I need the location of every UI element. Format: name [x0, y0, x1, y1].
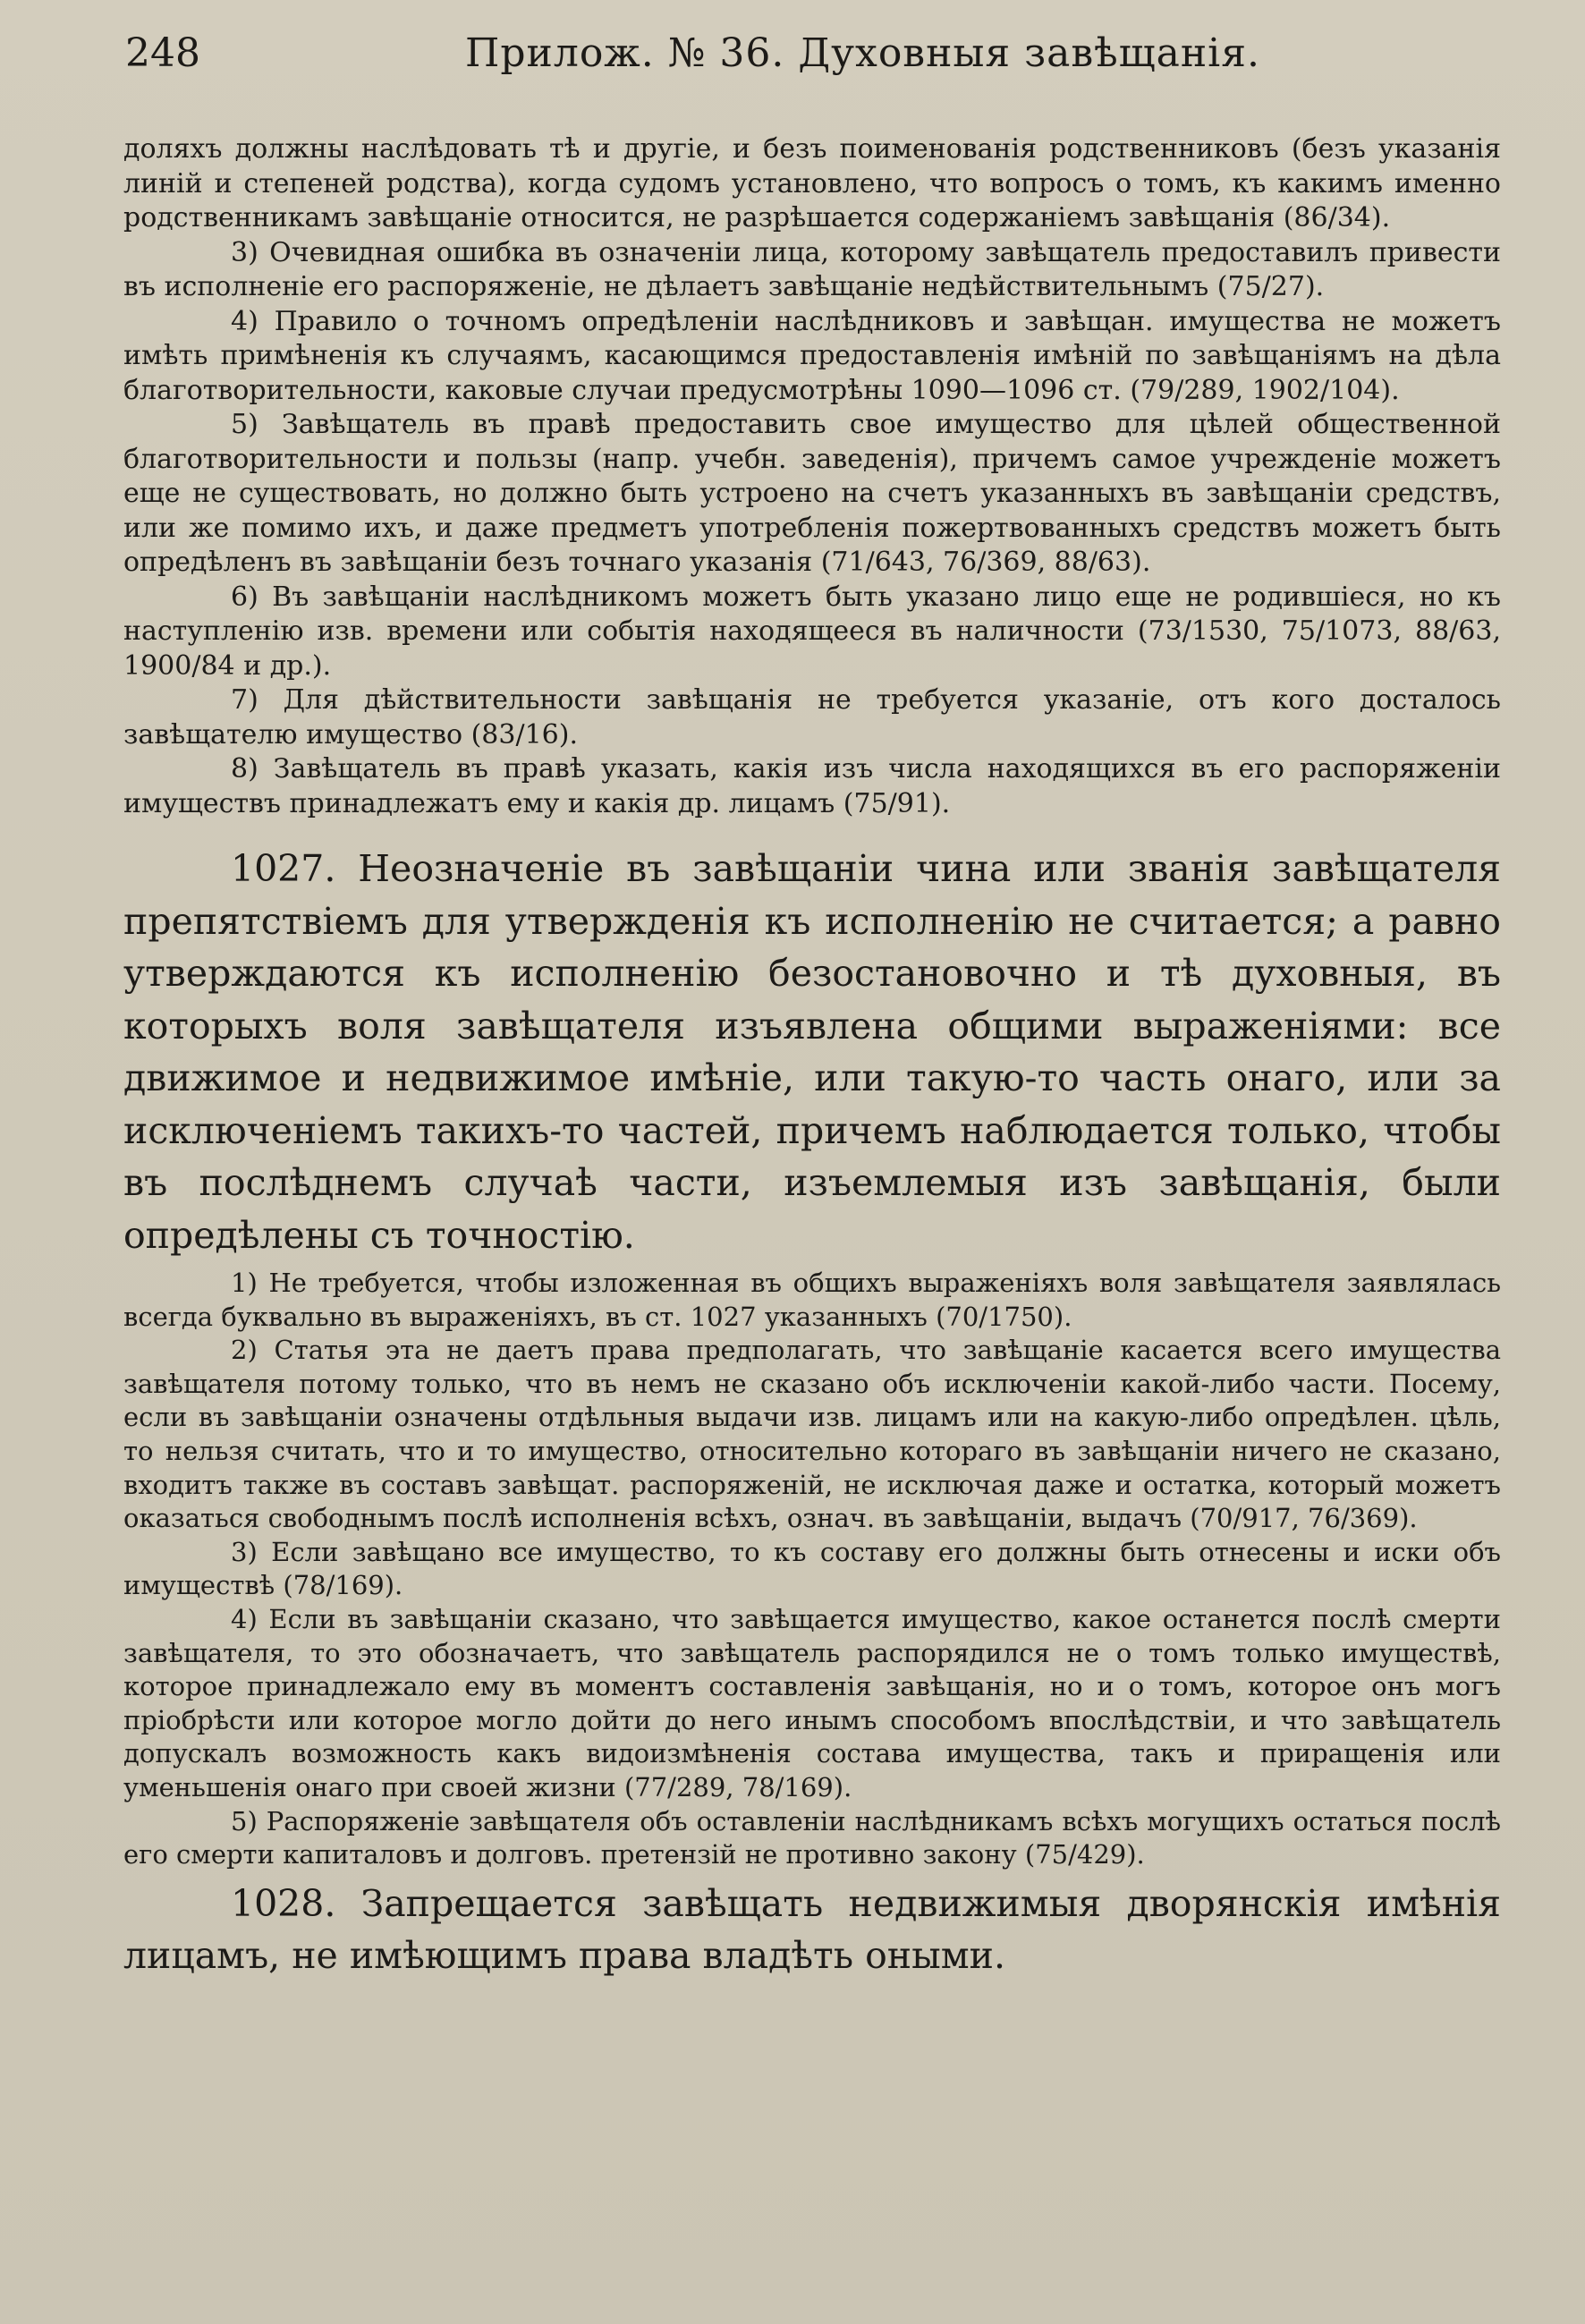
article-1028: 1028. Запрещается завѣщать недвижимыя дворянскія имѣнія лицамъ, не имѣющимъ права владѣть оными. [123, 1881, 1501, 1978]
page-number: 248 [125, 30, 200, 76]
paragraph-continuation: доляхъ должны наслѣдовать тѣ и другіе, и безъ поименованія родственниковъ (безъ указанія линій и степеней родства), когда судомъ установлено, что вопросъ о томъ, къ какимъ именно родственникамъ завѣщаніе относится, не разрѣшается содержаніемъ завѣщанія (86/34). [123, 133, 1501, 233]
note-5: 5) Завѣщатель въ правѣ предоставить свое имущество для цѣлей общественной благотворительности и пользы (напр. учебн. заведенія), причемъ самое учрежденіе можетъ еще не существовать, но должно быть устроено на счетъ указанныхъ въ завѣщаніи средствъ, или же помимо ихъ, и даже предметъ употребленія пожертвованныхъ средствъ можетъ быть опредѣленъ въ завѣщаніи безъ точнаго указанія (71/643, 76/369, 88/63). [123, 409, 1501, 578]
body-text [123, 132, 1501, 1982]
note-7: 7) Для дѣйствительности завѣщанія не требуется указаніе, отъ кого досталось завѣщателю имущество (83/16). [123, 684, 1501, 751]
note-4: 4) Правило о точномъ опредѣленіи наслѣдниковъ и завѣщан. имущества не можетъ имѣть примѣненія къ случаямъ, касающимся предоставленія имѣній по завѣщаніямъ на дѣла благотворительности, каковые случаи предусмотрѣны 1090—1096 ст. (79/289, 1902/104). [123, 305, 1501, 406]
note-6: 6) Въ завѣщаніи наслѣдникомъ можетъ быть указано лицо еще не родившіеся, но къ наступленію изв. времени или событія находящееся въ наличности (73/1530, 75/1073, 88/63, 1900/84 и др.). [123, 581, 1501, 682]
note-3: 3) Очевидная ошибка въ означеніи лица, которому завѣщатель предоставилъ привести въ исполненіе его распоряженіе, не дѣлаетъ завѣщаніе недѣйствительнымъ (75/27). [123, 236, 1501, 302]
page-header [125, 27, 1503, 81]
commentary-4: 4) Если въ завѣщаніи сказано, что завѣщается имущество, какое останется послѣ смерти завѣщателя, то это обозначаетъ, что завѣщатель распорядился не о томъ только имуществѣ, которое принадлежало ему въ моментъ составленія завѣщанія, но и о томъ, которое онъ могъ пріобрѣсти или которое могло дойти до него инымъ способомъ впослѣдствіи, и что завѣщатель допускалъ возможность какъ видоизмѣненія состава имущества, такъ и приращенія или уменьшенія онаго при своей жизни (77/289, 78/169). [123, 1603, 1501, 1802]
commentary-3: 3) Если завѣщано все имущество, то къ составу его должны быть отнесены и иски объ имуществѣ (78/169). [123, 1536, 1501, 1601]
spacer [123, 821, 1501, 843]
running-title: Прилож. № 36. Духовныя завѣщанія. [465, 30, 1260, 76]
note-8: 8) Завѣщатель въ правѣ указать, какія изъ числа находящихся въ его распоряженіи имуществъ принадлежатъ ему и какія др. лицамъ (75/91). [123, 753, 1501, 819]
commentary-5: 5) Распоряженіе завѣщателя объ оставленіи наслѣдникамъ всѣхъ могущихъ остаться послѣ его смерти капиталовъ и долговъ. претензій не противно закону (75/429). [123, 1805, 1501, 1870]
commentary-1: 1) Не требуется, чтобы изложенная въ общихъ выраженіяхъ воля завѣщателя заявлялась всегда буквально въ выраженіяхъ, въ ст. 1027 указанныхъ (70/1750). [123, 1268, 1501, 1332]
article-1027: 1027. Неозначеніе въ завѣщаніи чина или званія завѣщателя препятствіемъ для утвержденія къ исполненію не считается; а равно утверждаются къ исполненію безостановочно и тѣ духовныя, въ которыхъ воля завѣщателя изъявлена общими выраженіями: все движимое и недвижимое имѣніе, или такую-то часть онаго, или за исключеніемъ такихъ-то частей, причемъ наблюдается только, чтобы въ послѣднемъ случаѣ части, изъемлемыя изъ завѣщанія, были опредѣлены съ точностію. [123, 847, 1501, 1257]
commentary-2: 2) Статья эта не даетъ права предполагать, что завѣщаніе касается всего имущества завѣщателя потому только, что въ немъ не сказано объ исключеніи какой-либо части. Посему, если въ завѣщаніи означены отдѣльныя выдачи изв. лицамъ или на какую-либо опредѣлен. цѣль, то нельзя считать, что и то имущество, относительно котораго въ завѣщаніи ничего не сказано, входитъ также въ составъ завѣщат. распоряженій, не исключая даже и остатка, который можетъ оказаться свободнымъ послѣ исполненія всѣхъ, означ. въ завѣщаніи, выдачъ (70/917, 76/369). [123, 1335, 1501, 1534]
